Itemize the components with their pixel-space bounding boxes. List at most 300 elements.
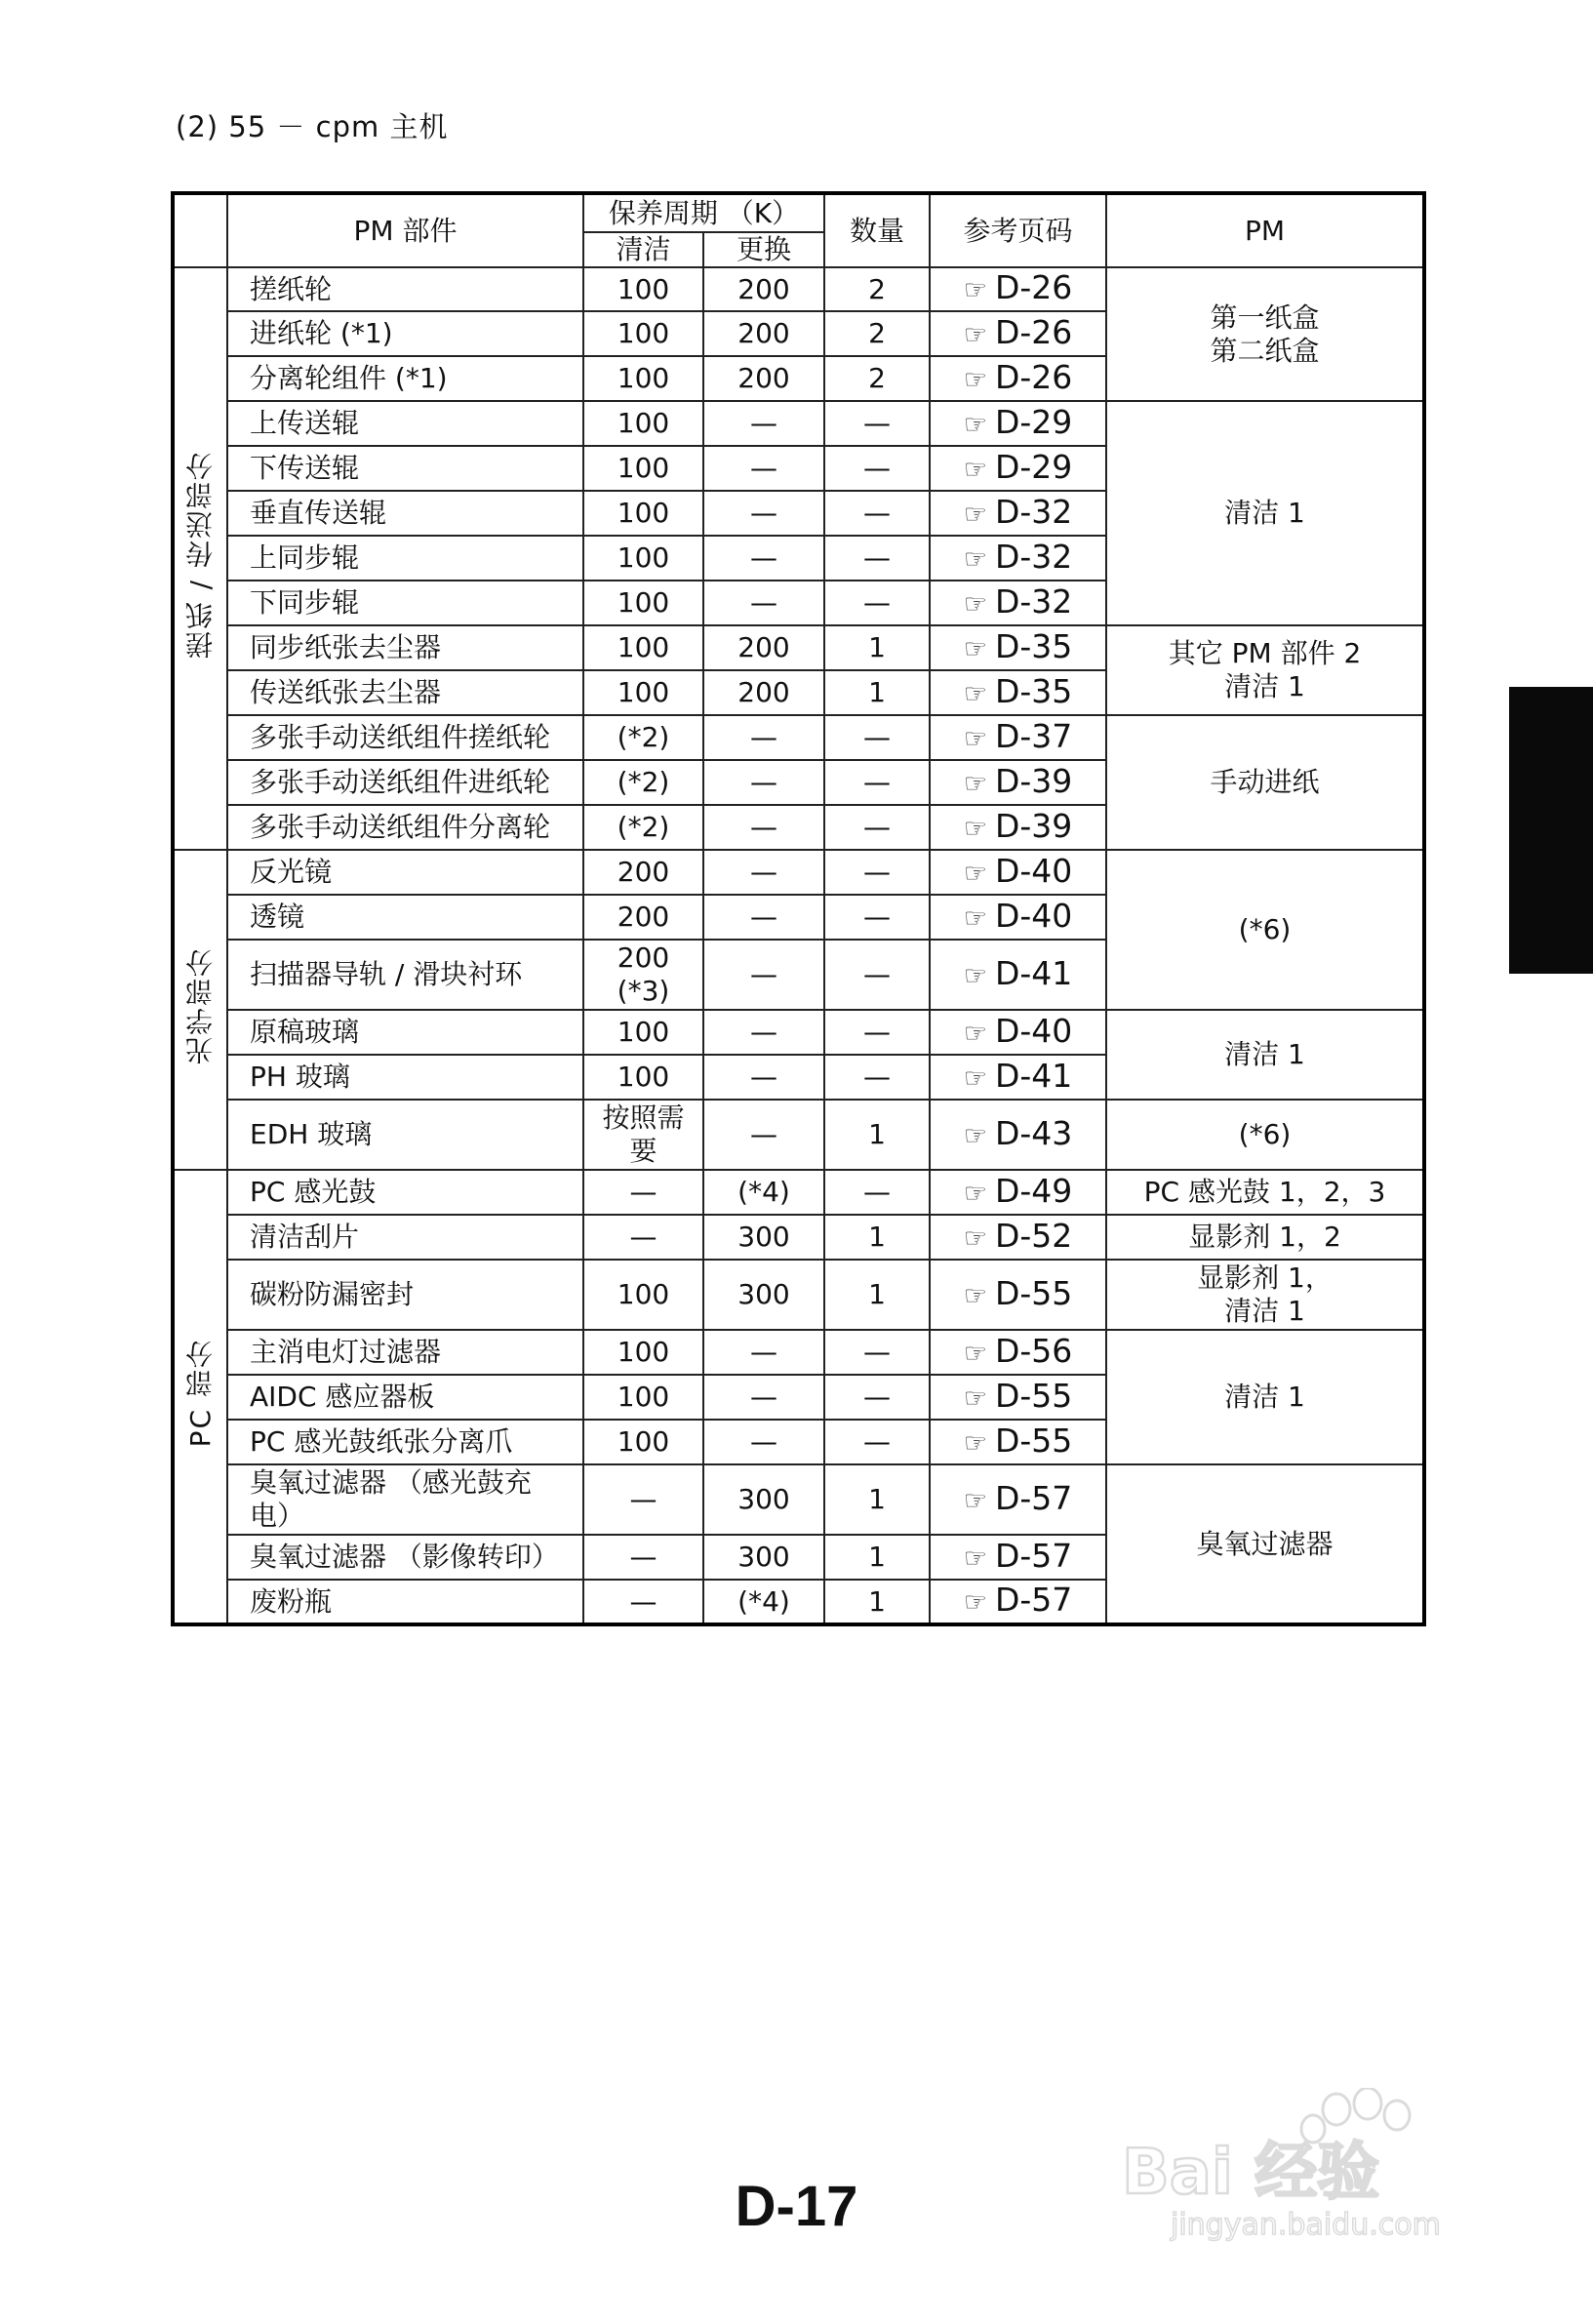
replace-cycle-cell-text: —: [750, 541, 777, 574]
clean-cycle-cell-text: —: [629, 1541, 657, 1573]
table-row: [173, 715, 1424, 760]
reference-page-cell: [930, 895, 1106, 940]
replace-cycle-cell: [703, 446, 824, 491]
part-name-cell: [227, 1055, 583, 1100]
replace-cycle-cell: [703, 1580, 824, 1624]
pointing-hand-icon: ☞: [963, 1427, 987, 1459]
part-name-cell: [227, 446, 583, 491]
pointing-hand-icon: ☞: [963, 813, 987, 844]
quantity-cell: [824, 1375, 930, 1420]
table-row: [173, 267, 1424, 311]
part-name-cell-text: 多张手动送纸组件分离轮: [250, 811, 551, 843]
header-qty: 数量: [824, 193, 930, 267]
clean-cycle-cell: [583, 1010, 703, 1055]
table-row: [173, 1260, 1424, 1330]
replace-cycle-cell: [703, 895, 824, 940]
pointing-hand-icon: ☞: [963, 1338, 987, 1369]
quantity-cell: [824, 1580, 930, 1624]
replace-cycle-cell: [703, 1010, 824, 1055]
part-name-cell-text: 主消电灯过滤器: [250, 1336, 442, 1368]
part-name-cell-text: 下同步辊: [250, 586, 360, 619]
reference-page-cell: [930, 1330, 1106, 1375]
quantity-cell: [824, 356, 930, 401]
pm-group-text: 清洁 1: [1224, 497, 1305, 529]
watermark-logo: [1112, 2088, 1502, 2244]
clean-cycle-cell-text: (*2): [617, 766, 670, 798]
pointing-hand-icon: ☞: [963, 454, 987, 485]
pm-group-cell: [1106, 1010, 1424, 1100]
clean-cycle-cell-text: 100: [617, 1016, 670, 1048]
reference-page-text: D-26: [994, 357, 1073, 396]
reference-page-text: D-43: [994, 1113, 1073, 1152]
pointing-hand-icon: ☞: [963, 858, 987, 889]
reference-page-cell: [930, 850, 1106, 895]
clean-cycle-cell: [583, 267, 703, 311]
part-name-cell: [227, 895, 583, 940]
pm-group-cell: [1106, 267, 1424, 401]
part-name-cell: [227, 1420, 583, 1464]
header-ref: 参考页码: [930, 193, 1106, 267]
replace-cycle-cell: [703, 267, 824, 311]
part-name-cell-text: 搓纸轮: [250, 272, 333, 305]
section-label-cell: [173, 850, 227, 1170]
quantity-cell-text: 1: [868, 1118, 886, 1150]
clean-cycle-cell: [583, 356, 703, 401]
reference-page-cell: [930, 1580, 1106, 1624]
quantity-cell-text: —: [863, 721, 892, 753]
clean-cycle-cell-text: —: [629, 1221, 657, 1253]
replace-cycle-cell: [703, 1055, 824, 1100]
reference-page-text: D-35: [994, 671, 1073, 710]
part-name-cell-text: 扫描器导轨 / 滑块衬环: [250, 958, 523, 990]
clean-cycle-cell-text: 100: [617, 1425, 670, 1458]
replace-cycle-cell: [703, 1260, 824, 1330]
quantity-cell-text: —: [863, 1016, 892, 1048]
part-name-cell: [227, 760, 583, 805]
clean-cycle-cell: [583, 581, 703, 625]
pm-group-text: 清洁 1: [1224, 1381, 1305, 1413]
part-name-cell-text: 碳粉防漏密封: [250, 1278, 415, 1310]
pm-group-cell: [1106, 1260, 1424, 1330]
quantity-cell: [824, 625, 930, 670]
replace-cycle-cell-text: —: [750, 811, 777, 843]
pointing-hand-icon: ☞: [963, 1120, 987, 1151]
clean-cycle-cell: [583, 1100, 703, 1170]
part-name-cell-text: EDH 玻璃: [250, 1118, 373, 1150]
reference-page-text: D-35: [994, 626, 1073, 665]
reference-page-text: D-49: [994, 1171, 1073, 1210]
pm-group-cell: [1106, 1464, 1424, 1624]
clean-cycle-cell: [583, 1215, 703, 1260]
quantity-cell-text: —: [863, 901, 892, 933]
replace-cycle-cell-text: 300: [737, 1278, 790, 1310]
clean-cycle-cell-text: 100: [617, 541, 670, 574]
part-name-cell-text: 臭氧过滤器 （感光鼓充 电）: [250, 1466, 532, 1532]
part-name-cell-text: 反光镜: [250, 856, 333, 888]
quantity-cell: [824, 1464, 930, 1535]
pm-group-text: PC 感光鼓 1，2，3: [1143, 1176, 1386, 1208]
replace-cycle-cell: [703, 536, 824, 581]
replace-cycle-cell-text: —: [750, 1425, 777, 1458]
quantity-cell-text: —: [863, 1381, 892, 1413]
quantity-cell-text: 2: [868, 272, 886, 305]
clean-cycle-cell: [583, 850, 703, 895]
quantity-cell: [824, 940, 930, 1010]
quantity-cell: [824, 760, 930, 805]
clean-cycle-cell-text: —: [629, 1584, 657, 1618]
reference-page-text: D-32: [994, 537, 1073, 576]
reference-page-cell: [930, 1375, 1106, 1420]
reference-page-cell: [930, 940, 1106, 1010]
clean-cycle-cell-text: 200: [617, 901, 670, 933]
clean-cycle-cell: [583, 401, 703, 446]
replace-cycle-cell: [703, 491, 824, 536]
part-name-cell-text: 透镜: [250, 901, 305, 933]
pm-group-cell: [1106, 850, 1424, 1010]
pointing-hand-icon: ☞: [963, 1062, 987, 1094]
clean-cycle-cell-text: 200: [617, 856, 670, 888]
table-row: [173, 850, 1424, 895]
reference-page-cell: [930, 805, 1106, 850]
replace-cycle-cell: [703, 311, 824, 356]
clean-cycle-cell: [583, 1055, 703, 1100]
replace-cycle-cell: [703, 625, 824, 670]
reference-page-text: D-55: [994, 1421, 1073, 1460]
quantity-cell-text: —: [863, 1425, 892, 1458]
part-name-cell: [227, 850, 583, 895]
clean-cycle-cell-text: 100: [617, 317, 670, 349]
replace-cycle-cell-text: —: [750, 1118, 777, 1150]
reference-page-text: D-40: [994, 1011, 1073, 1050]
reference-page-cell: [930, 1535, 1106, 1580]
reference-page-text: D-40: [994, 851, 1073, 890]
pointing-hand-icon: ☞: [963, 678, 987, 709]
replace-cycle-cell-text: —: [750, 1061, 777, 1093]
pm-group-text: 显影剂 1，2: [1188, 1221, 1341, 1253]
replace-cycle-cell-text: 200: [737, 272, 790, 305]
quantity-cell-text: —: [863, 1336, 892, 1368]
part-name-cell-text: 传送纸张去尘器: [250, 676, 442, 708]
replace-cycle-cell-text: —: [750, 901, 777, 933]
replace-cycle-cell: [703, 1420, 824, 1464]
pointing-hand-icon: ☞: [963, 1178, 987, 1209]
watermark-brand: Bai 经验: [1122, 2137, 1380, 2209]
part-name-cell: [227, 1464, 583, 1535]
part-name-cell-text: PH 玻璃: [250, 1061, 350, 1093]
pm-group-text: (*6): [1238, 913, 1292, 945]
replace-cycle-cell-text: 200: [737, 676, 790, 708]
quantity-cell: [824, 446, 930, 491]
replace-cycle-cell-text: 200: [737, 631, 790, 663]
reference-page-cell: [930, 491, 1106, 536]
quantity-cell-text: 1: [868, 1483, 886, 1515]
clean-cycle-cell: [583, 1260, 703, 1330]
part-name-cell: [227, 1260, 583, 1330]
clean-cycle-cell-text: 100: [617, 1061, 670, 1093]
reference-page-cell: [930, 1260, 1106, 1330]
pm-group-cell: [1106, 1215, 1424, 1260]
reference-page-cell: [930, 1464, 1106, 1535]
quantity-cell: [824, 1260, 930, 1330]
clean-cycle-cell-text: 100: [617, 676, 670, 708]
pointing-hand-icon: ☞: [963, 409, 987, 440]
replace-cycle-cell-text: —: [750, 1016, 777, 1048]
reference-page-text: D-57: [994, 1536, 1073, 1575]
clean-cycle-cell-text: —: [629, 1483, 657, 1515]
quantity-cell-text: —: [863, 497, 892, 529]
quantity-cell-text: 1: [868, 1278, 886, 1310]
replace-cycle-cell: [703, 715, 824, 760]
quantity-cell-text: 2: [868, 362, 886, 394]
part-name-cell: [227, 1580, 583, 1624]
part-name-cell: [227, 1215, 583, 1260]
clean-cycle-cell-text: 100: [617, 1336, 670, 1368]
pointing-hand-icon: ☞: [963, 1543, 987, 1574]
reference-page-cell: [930, 715, 1106, 760]
replace-cycle-cell-text: —: [750, 856, 777, 888]
replace-cycle-cell: [703, 401, 824, 446]
replace-cycle-cell-text: —: [750, 452, 777, 484]
replace-cycle-cell: [703, 850, 824, 895]
replace-cycle-cell-text: —: [750, 1381, 777, 1413]
header-part: PM 部件: [227, 193, 583, 267]
clean-cycle-cell: [583, 536, 703, 581]
part-name-cell: [227, 670, 583, 715]
header-pm: PM: [1106, 193, 1424, 267]
page-number: D-17: [735, 2175, 858, 2238]
clean-cycle-cell-text: 100: [617, 631, 670, 663]
quantity-cell-text: —: [863, 1061, 892, 1093]
quantity-cell-text: 2: [868, 317, 886, 349]
pointing-hand-icon: ☞: [963, 364, 987, 395]
reference-page-text: D-29: [994, 402, 1073, 441]
clean-cycle-cell: [583, 446, 703, 491]
reference-page-text: D-57: [994, 1478, 1073, 1517]
part-name-cell-text: PC 感光鼓: [250, 1176, 377, 1208]
quantity-cell-text: —: [863, 766, 892, 798]
pointing-hand-icon: ☞: [963, 960, 987, 991]
part-name-cell: [227, 1170, 583, 1215]
reference-page-cell: [930, 446, 1106, 491]
replace-cycle-cell: [703, 805, 824, 850]
table-row: [173, 625, 1424, 670]
quantity-cell-text: —: [863, 856, 892, 888]
reference-page-cell: [930, 1010, 1106, 1055]
reference-page-text: D-26: [994, 312, 1073, 351]
table-row: [173, 1010, 1424, 1055]
clean-cycle-cell-text: (*2): [617, 721, 670, 753]
quantity-cell: [824, 536, 930, 581]
part-name-cell-text: 多张手动送纸组件进纸轮: [250, 766, 551, 798]
quantity-cell: [824, 670, 930, 715]
quantity-cell: [824, 1010, 930, 1055]
pm-group-cell: [1106, 1170, 1424, 1215]
part-name-cell-text: 垂直传送辊: [250, 497, 387, 529]
reference-page-text: D-37: [994, 716, 1073, 755]
clean-cycle-cell: [583, 1375, 703, 1420]
quantity-cell-text: 1: [868, 1541, 886, 1573]
reference-page-text: D-32: [994, 581, 1073, 621]
part-name-cell-text: 进纸轮 (*1): [250, 317, 393, 349]
part-name-cell-text: 分离轮组件 (*1): [250, 362, 448, 394]
quantity-cell-text: —: [863, 1176, 892, 1208]
header-blank-cell: [173, 193, 227, 267]
part-name-cell-text: 清洁刮片: [250, 1221, 360, 1253]
replace-cycle-cell-text: (*4): [737, 1584, 790, 1618]
part-name-cell: [227, 805, 583, 850]
section-label-cell: [173, 267, 227, 850]
section-label: PC 部分: [183, 1338, 217, 1448]
part-name-cell-text: 废粉瓶: [250, 1584, 333, 1618]
clean-cycle-cell: [583, 1535, 703, 1580]
quantity-cell-text: —: [863, 541, 892, 574]
table-row: [173, 401, 1424, 446]
reference-page-cell: [930, 401, 1106, 446]
quantity-cell-text: 1: [868, 1584, 886, 1618]
replace-cycle-cell: [703, 670, 824, 715]
clean-cycle-cell-text: —: [629, 1176, 657, 1208]
reference-page-cell: [930, 267, 1106, 311]
pm-group-cell: [1106, 715, 1424, 850]
replace-cycle-cell: [703, 1170, 824, 1215]
pm-group-text: 手动进纸: [1210, 766, 1320, 798]
replace-cycle-cell-text: 300: [737, 1541, 790, 1573]
pointing-hand-icon: ☞: [963, 1018, 987, 1049]
quantity-cell: [824, 1420, 930, 1464]
reference-page-text: D-40: [994, 896, 1073, 935]
pm-group-cell: [1106, 401, 1424, 625]
reference-page-cell: [930, 1170, 1106, 1215]
quantity-cell: [824, 1215, 930, 1260]
part-name-cell: [227, 1535, 583, 1580]
pointing-hand-icon: ☞: [963, 902, 987, 934]
replace-cycle-cell-text: —: [750, 1336, 777, 1368]
reference-page-text: D-55: [994, 1273, 1073, 1312]
replace-cycle-cell: [703, 581, 824, 625]
replace-cycle-cell: [703, 1464, 824, 1535]
section-label-cell: [173, 1170, 227, 1624]
pointing-hand-icon: ☞: [963, 275, 987, 305]
reference-page-text: D-41: [994, 953, 1073, 992]
clean-cycle-cell: [583, 670, 703, 715]
quantity-cell: [824, 581, 930, 625]
quantity-cell-text: 1: [868, 631, 886, 663]
section-label: 光学部分: [183, 947, 217, 1064]
part-name-cell: [227, 625, 583, 670]
quantity-cell: [824, 1170, 930, 1215]
quantity-cell: [824, 311, 930, 356]
reference-page-text: D-56: [994, 1331, 1073, 1370]
part-name-cell: [227, 491, 583, 536]
pointing-hand-icon: ☞: [963, 543, 987, 575]
part-name-cell: [227, 1010, 583, 1055]
replace-cycle-cell-text: (*4): [737, 1176, 790, 1208]
part-name-cell-text: 同步纸张去尘器: [250, 631, 442, 663]
reference-page-text: D-29: [994, 447, 1073, 486]
pointing-hand-icon: ☞: [963, 588, 987, 620]
reference-page-cell: [930, 581, 1106, 625]
reference-page-cell: [930, 1100, 1106, 1170]
replace-cycle-cell: [703, 940, 824, 1010]
clean-cycle-cell-text: 100: [617, 586, 670, 619]
part-name-cell-text: 多张手动送纸组件搓纸轮: [250, 721, 551, 753]
clean-cycle-cell-text: 100: [617, 272, 670, 305]
clean-cycle-cell-text: 按照需 要: [602, 1102, 685, 1167]
pointing-hand-icon: ☞: [963, 1222, 987, 1254]
clean-cycle-cell: [583, 625, 703, 670]
part-name-cell-text: 下传送辊: [250, 452, 360, 484]
clean-cycle-cell: [583, 715, 703, 760]
part-name-cell: [227, 715, 583, 760]
replace-cycle-cell-text: —: [750, 766, 777, 798]
clean-cycle-cell-text: 100: [617, 1381, 670, 1413]
clean-cycle-cell-text: 100: [617, 407, 670, 439]
pm-group-text: 臭氧过滤器: [1196, 1527, 1334, 1560]
quantity-cell: [824, 715, 930, 760]
quantity-cell: [824, 1535, 930, 1580]
quantity-cell: [824, 267, 930, 311]
quantity-cell-text: —: [863, 452, 892, 484]
clean-cycle-cell: [583, 805, 703, 850]
quantity-cell: [824, 805, 930, 850]
part-name-cell-text: 上同步辊: [250, 541, 360, 574]
quantity-cell-text: 1: [868, 676, 886, 708]
part-name-cell: [227, 940, 583, 1010]
pointing-hand-icon: ☞: [963, 768, 987, 799]
reference-page-cell: [930, 625, 1106, 670]
part-name-cell-text: 上传送辊: [250, 407, 360, 439]
table-row: [173, 1330, 1424, 1375]
replace-cycle-cell-text: 300: [737, 1221, 790, 1253]
clean-cycle-cell: [583, 1580, 703, 1624]
clean-cycle-cell: [583, 895, 703, 940]
replace-cycle-cell: [703, 1535, 824, 1580]
quantity-cell: [824, 491, 930, 536]
section-heading: (2) 55 － cpm 主机: [176, 110, 449, 143]
reference-page-cell: [930, 1215, 1106, 1260]
part-name-cell-text: PC 感光鼓纸张分离爪: [250, 1425, 513, 1458]
replace-cycle-cell: [703, 356, 824, 401]
clean-cycle-cell-text: (*2): [617, 811, 670, 843]
clean-cycle-cell: [583, 1464, 703, 1535]
pm-parts-table: [171, 191, 1426, 1626]
reference-page-cell: [930, 1420, 1106, 1464]
pm-group-text: 清洁 1: [1224, 1038, 1305, 1070]
replace-cycle-cell-text: —: [750, 721, 777, 753]
reference-page-text: D-52: [994, 1216, 1073, 1255]
reference-page-cell: [930, 670, 1106, 715]
reference-page-cell: [930, 356, 1106, 401]
reference-page-text: D-41: [994, 1056, 1073, 1095]
clean-cycle-cell: [583, 940, 703, 1010]
part-name-cell-text: AIDC 感应器板: [250, 1381, 435, 1413]
reference-page-cell: [930, 1055, 1106, 1100]
quantity-cell: [824, 401, 930, 446]
chapter-tab-marker: [1509, 687, 1593, 974]
pm-group-text: 显影剂 1， 清洁 1: [1197, 1262, 1333, 1327]
part-name-cell: [227, 356, 583, 401]
pointing-hand-icon: ☞: [963, 319, 987, 350]
table-row: [173, 1215, 1424, 1260]
reference-page-text: D-39: [994, 806, 1073, 845]
pointing-hand-icon: ☞: [963, 1382, 987, 1414]
pointing-hand-icon: ☞: [963, 1587, 987, 1618]
pointing-hand-icon: ☞: [963, 633, 987, 664]
replace-cycle-cell-text: —: [750, 407, 777, 439]
reference-page-text: D-39: [994, 761, 1073, 800]
header-replace: 更换: [703, 232, 824, 267]
replace-cycle-cell-text: —: [750, 497, 777, 529]
